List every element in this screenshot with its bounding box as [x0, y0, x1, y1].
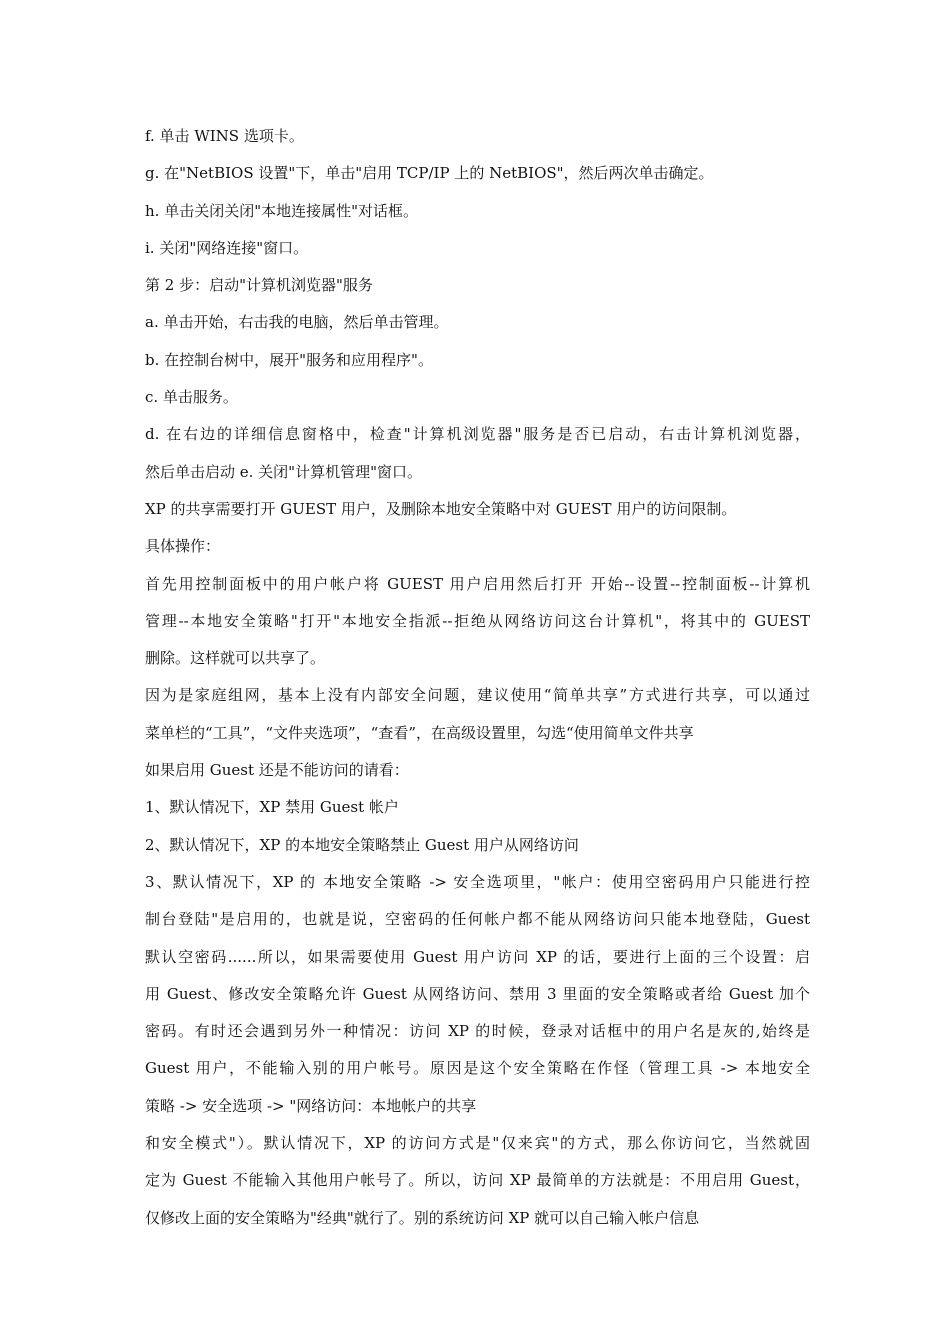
text-line: 菜单栏的“工具”，“文件夹选项”，“查看”，在高级设置里，勾选“使用简单文件共享	[145, 723, 694, 742]
document-body	[145, 118, 810, 1237]
text-line: g. 在"NetBIOS 设置"下，单击"启用 TCP/IP 上的 NetBIOS"，然后两次单击确定。	[145, 164, 714, 183]
text-line: 策略 -> 安全选项 -> "网络访问：本地帐户的共享	[145, 1096, 477, 1115]
text-line: b. 在控制台树中，展开"服务和应用程序"。	[145, 350, 433, 369]
text-line: 然后单击启动 e. 关闭"计算机管理"窗口。	[145, 462, 422, 481]
text-line: 定为 Guest 不能输入其他用户帐号了。所以，访问 XP 最简单的方法就是：不用启用 Guest，	[145, 1171, 810, 1190]
text-line: 默认空密码......所以，如果需要使用 Guest 用户访问 XP 的话，要进行上面的三个设置：启	[145, 947, 810, 966]
text-line: 3、默认情况下，XP 的 本地安全策略 -> 安全选项里，"帐户：使用空密码用户只能进行控	[145, 872, 810, 891]
text-line: 仅修改上面的安全策略为"经典"就行了。别的系统访问 XP 就可以自己输入帐户信息	[145, 1208, 700, 1227]
text-line: h. 单击关闭关闭"本地连接属性"对话框。	[145, 201, 418, 220]
text-line: d. 在右边的详细信息窗格中，检查"计算机浏览器"服务是否已启动，右击计算机浏览器，	[145, 425, 810, 444]
text-line: Guest 用户，不能输入别的用户帐号。原因是这个安全策略在作怪（管理工具 -> 本地安全	[145, 1059, 810, 1078]
text-line: 密码。有时还会遇到另外一种情况：访问 XP 的时候，登录对话框中的用户名是灰的,始终是	[145, 1022, 810, 1041]
text-line: c. 单击服务。	[145, 388, 238, 407]
text-line: 管理--本地安全策略"打开"本地安全指派--拒绝从网络访问这台计算机"，将其中的 GUEST	[145, 611, 810, 630]
text-line: 第 2 步：启动"计算机浏览器"服务	[145, 276, 373, 295]
text-line: 首先用控制面板中的用户帐户将 GUEST 用户启用然后打开 开始--设置--控制面板--计算机	[145, 574, 810, 593]
text-line: 如果启用 Guest 还是不能访问的请看：	[145, 761, 409, 780]
text-line: 删除。这样就可以共享了。	[145, 649, 326, 668]
text-line: 制台登陆"是启用的，也就是说，空密码的任何帐户都不能从网络访问只能本地登陆，Guest	[145, 910, 810, 929]
text-line: f. 单击 WINS 选项卡。	[145, 127, 304, 145]
text-line: 1、默认情况下，XP 禁用 Guest 帐户	[145, 798, 399, 817]
text-line: 因为是家庭组网，基本上没有内部安全问题，建议使用“简单共享”方式进行共享，可以通过	[145, 686, 810, 705]
text-line: i. 关闭"网络连接"窗口。	[145, 238, 309, 257]
text-line: 用 Guest、修改安全策略允许 Guest 从网络访问、禁用 3 里面的安全策略或者给 Guest 加个	[145, 984, 810, 1003]
text-line: XP 的共享需要打开 GUEST 用户，及删除本地安全策略中对 GUEST 用户的访问限制。	[145, 499, 737, 518]
text-line: a. 单击开始，右击我的电脑，然后单击管理。	[145, 313, 449, 332]
text-line: 2、默认情况下，XP 的本地安全策略禁止 Guest 用户从网络访问	[145, 835, 579, 854]
text-line: 具体操作：	[145, 537, 221, 556]
text-line: 和安全模式"）。默认情况下，XP 的访问方式是"仅来宾"的方式，那么你访问它，当然就固	[145, 1134, 810, 1153]
